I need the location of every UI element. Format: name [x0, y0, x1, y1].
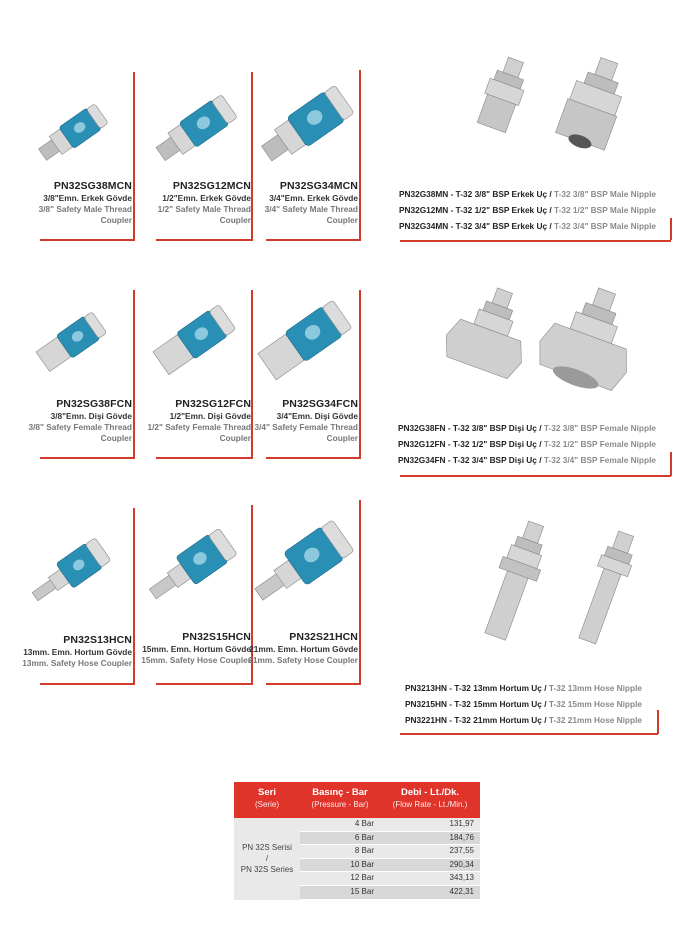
pressure-cell: 8 Bar [354, 846, 374, 856]
coupler-image [244, 290, 360, 400]
table-row [300, 818, 480, 832]
product-name-tr: 15mm. Emn. Hortum Gövde [142, 644, 251, 654]
product-name-tr: 1/2"Emn. Dişi Gövde [169, 411, 251, 421]
coupler-card [18, 508, 134, 684]
card-underline [156, 457, 253, 459]
hose-nipple-image [455, 512, 655, 672]
card-divider [359, 290, 361, 457]
coupler-image [18, 72, 134, 182]
product-name-tr: 3/8"Emn. Erkek Gövde [43, 193, 132, 203]
nipple-name-en: T-32 15mm Hose Nipple [548, 699, 642, 709]
pressure-cell: 4 Bar [354, 819, 374, 828]
header-sublabel: (Serie) [254, 800, 279, 809]
coupler-card [244, 500, 360, 682]
nipple-info: PN32G38FN - T-32 3/8" BSP Dişi Uç / T-32 3/8" BSP Female Nipple PN32G12FN - T-32 1/2" BSP Dişi Uç / T-32 1/2" BSP Female Nipple PN32G34FN - T-32 3/4" BSP Dişi Uç / T-32 3/4" BSP Female Nipple [398, 423, 656, 465]
coupler-image [244, 68, 360, 180]
nipple-name-tr: PN32G12FN - T-32 1/2" BSP Dişi Uç [398, 439, 537, 449]
nipple-name-en: T-32 3/4" BSP Male Nipple [554, 221, 656, 231]
card-divider [133, 508, 135, 683]
card-underline [40, 239, 135, 241]
table-rows [300, 818, 480, 900]
product-name-en-2: Coupler [100, 433, 132, 443]
card-underline [156, 683, 253, 685]
nipple-name-en: T-32 1/2" BSP Female Nipple [543, 439, 656, 449]
column-header-flow [380, 782, 480, 818]
header-label: Debi - Lt./Dk. [400, 787, 460, 798]
product-code: PN32S21HCN [289, 631, 358, 643]
header-sublabel: (Flow Rate - Lt./Min.) [392, 800, 468, 809]
card-underline [40, 683, 135, 685]
nipple-name-tr: PN32G38MN - T-32 3/8" BSP Erkek Uç [398, 189, 548, 199]
card-underline [40, 457, 135, 459]
coupler-image [137, 72, 253, 182]
nipple-name-en: T-32 3/8" BSP Male Nipple [554, 189, 656, 199]
flow-cell: 343,13 [449, 873, 474, 883]
coupler-card [137, 72, 253, 240]
flow-cell: 422,31 [449, 886, 474, 896]
coupler-image [137, 290, 253, 400]
nipple-name-en: T-32 3/4" BSP Female Nipple [543, 455, 656, 465]
card-divider [359, 500, 361, 683]
table-row [300, 845, 480, 859]
product-name-tr: 3/4"Emn. Dişi Gövde [276, 411, 358, 421]
nipple-name-en: T-32 21mm Hose Nipple [548, 715, 642, 725]
product-name-tr: 3/4"Emn. Erkek Gövde [269, 193, 358, 203]
product-name-tr: 3/8"Emn. Dişi Gövde [50, 411, 132, 421]
flow-rate-table [234, 782, 480, 900]
product-name-en-2: Coupler [326, 433, 358, 443]
table-row [300, 886, 480, 900]
product-name-tr: 13mm. Emn. Hortum Gövde [23, 647, 132, 657]
column-header-pressure [300, 782, 380, 818]
product-name-en: 21mm. Safety Hose Coupler [248, 655, 358, 665]
pressure-cell: 6 Bar [354, 832, 374, 842]
nipple-underline [400, 475, 671, 477]
product-name-en: 15mm. Safety Hose Coupler [141, 655, 251, 665]
male-nipple-image [455, 30, 655, 160]
product-name-en-2: Coupler [219, 433, 251, 443]
nipple-underline [400, 240, 671, 242]
coupler-image [244, 500, 360, 630]
nipple-name-en: T-32 1/2" BSP Male Nipple [554, 205, 656, 215]
pressure-cell: 15 Bar [350, 886, 374, 896]
pressure-cell: 12 Bar [350, 873, 374, 883]
coupler-card [18, 290, 134, 458]
product-code: PN32SG34MCN [279, 180, 358, 192]
coupler-card [244, 68, 360, 240]
product-code: PN32SG12FCN [175, 398, 251, 410]
coupler-image [137, 505, 253, 631]
nipple-name-tr: PN3215HN - T-32 15mm Hortum Uç [404, 699, 542, 709]
nipple-name-tr: PN3213HN - T-32 13mm Hortum Uç [404, 683, 542, 693]
product-name-en: 1/2" Safety Female Thread [147, 422, 251, 432]
card-underline [156, 239, 253, 241]
nipple-info: PN3213HN - T-32 13mm Hortum Uç / T-32 13mm Hose Nipple PN3215HN - T-32 15mm Hortum Uç / T-32 15mm Hose Nipple PN3221HN - T-32 21mm Hortum Uç / T-32 21mm Hose Nipple [404, 683, 642, 725]
table-row [300, 832, 480, 846]
nipple-name-tr: PN3221HN - T-32 21mm Hortum Uç [404, 715, 542, 725]
product-code: PN32S13HCN [63, 634, 132, 646]
nipple-info: PN32G38MN - T-32 3/8" BSP Erkek Uç / T-32 3/8" BSP Male Nipple PN32G12MN - T-32 1/2" BSP Erkek Uç / T-32 1/2" BSP Male Nipple PN32G34MN - T-32 3/4" BSP Erkek Uç / T-32 3/4" BSP Male Nipple [398, 189, 656, 231]
nipple-name-tr: PN32G34FN - T-32 3/4" BSP Dişi Uç [398, 455, 537, 465]
flow-cell: 290,34 [449, 859, 474, 869]
coupler-image [18, 508, 134, 634]
flow-cell: 237,55 [449, 846, 474, 856]
product-name-en: 3/8" Safety Female Thread [28, 422, 132, 432]
nipple-underline [400, 733, 658, 735]
product-code: PN32S15HCN [182, 631, 251, 643]
table-body [234, 818, 480, 900]
coupler-card [244, 290, 360, 458]
table-header [234, 782, 480, 818]
nipple-name-en: T-32 13mm Hose Nipple [548, 683, 642, 693]
card-underline [266, 457, 361, 459]
female-nipple-image [420, 272, 650, 402]
card-divider [133, 290, 135, 457]
product-name-en: 3/8" Safety Male Thread [38, 204, 132, 214]
header-sublabel: (Pressure - Bar) [311, 800, 369, 809]
product-name-en: 3/4" Safety Female Thread [254, 422, 358, 432]
product-name-tr: 21mm. Emn. Hortum Gövde [249, 644, 358, 654]
card-underline [266, 239, 361, 241]
product-code: PN32SG38FCN [56, 398, 132, 410]
serie-separator: / [265, 854, 269, 864]
serie-label-en: PN 32S Series [240, 865, 294, 875]
table-row [300, 872, 480, 886]
product-code: PN32SG34FCN [282, 398, 358, 410]
pressure-cell: 10 Bar [350, 859, 374, 869]
nipple-name-tr: PN32G12MN - T-32 1/2" BSP Erkek Uç [398, 205, 548, 215]
product-code: PN32SG12MCN [172, 180, 251, 192]
nipple-divider [670, 218, 672, 240]
product-code: PN32SG38MCN [53, 180, 132, 192]
card-divider [133, 72, 135, 239]
nipple-divider [657, 710, 659, 734]
header-label: Seri [258, 787, 276, 798]
nipple-divider [670, 452, 672, 476]
coupler-image [18, 290, 134, 400]
card-underline [266, 683, 361, 685]
product-name-en-2: Coupler [219, 215, 251, 225]
column-header-serie [234, 782, 300, 818]
product-name-en: 13mm. Safety Hose Coupler [22, 658, 132, 668]
product-name-tr: 1/2"Emn. Erkek Gövde [162, 193, 251, 203]
table-row [300, 859, 480, 873]
card-divider [359, 70, 361, 239]
product-name-en: 3/4" Safety Male Thread [264, 204, 358, 214]
nipple-name-tr: PN32G34MN - T-32 3/4" BSP Erkek Uç [398, 221, 548, 231]
nipple-name-tr: PN32G38FN - T-32 3/8" BSP Dişi Uç [398, 423, 537, 433]
nipple-name-en: T-32 3/8" BSP Female Nipple [543, 423, 656, 433]
product-name-en-2: Coupler [326, 215, 358, 225]
serie-cell [234, 818, 300, 900]
flow-cell: 131,97 [449, 819, 474, 828]
coupler-card [137, 290, 253, 458]
coupler-card [18, 72, 134, 240]
serie-label: PN 32S Serisi [242, 843, 292, 853]
product-name-en: 1/2" Safety Male Thread [157, 204, 251, 214]
header-label: Basınç - Bar [312, 787, 368, 798]
coupler-card [137, 505, 253, 681]
flow-cell: 184,76 [449, 832, 474, 842]
product-name-en-2: Coupler [100, 215, 132, 225]
